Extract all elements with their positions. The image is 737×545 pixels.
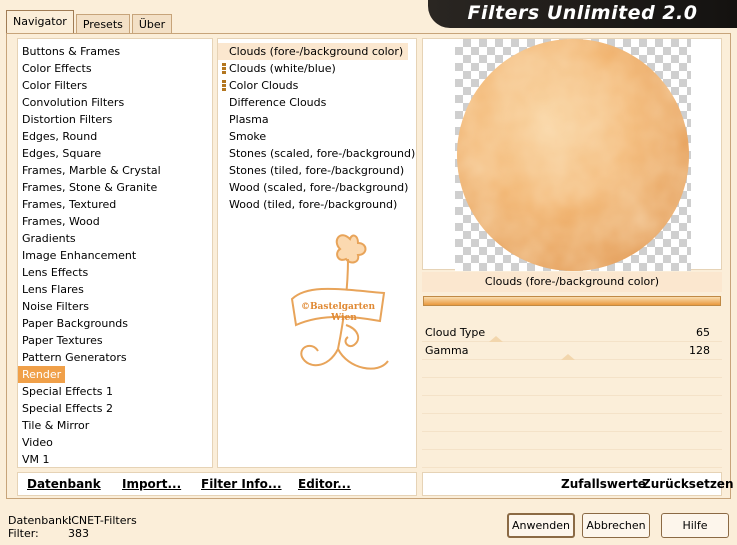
param-value-gamma: 128 bbox=[689, 344, 710, 357]
app-title-banner bbox=[428, 0, 737, 28]
parameter-toolbar bbox=[422, 472, 734, 496]
param-row-empty bbox=[422, 450, 722, 468]
app-title: Filters Unlimited 2.0 bbox=[467, 2, 698, 24]
filter-item[interactable] bbox=[218, 111, 416, 128]
category-item[interactable]: Convolution Filters bbox=[22, 96, 125, 109]
category-item[interactable]: Special Effects 1 bbox=[22, 385, 114, 398]
preview-transparency-grid bbox=[455, 39, 691, 271]
filter-item[interactable] bbox=[218, 43, 408, 60]
category-item[interactable]: Render bbox=[18, 366, 65, 383]
param-label-gamma: Gamma bbox=[425, 344, 469, 357]
param-value-cloud-type: 65 bbox=[696, 326, 710, 339]
param-row-cloud-type[interactable] bbox=[422, 324, 722, 342]
category-item[interactable]: Lens Effects bbox=[22, 266, 89, 279]
filter-item-label: Wood (scaled, fore-/background) bbox=[229, 181, 409, 194]
category-item[interactable]: Special Effects 2 bbox=[22, 402, 114, 415]
category-item[interactable]: Color Effects bbox=[22, 62, 92, 75]
filter-count-value: 383 bbox=[68, 527, 89, 540]
parameter-panel bbox=[422, 324, 722, 469]
category-item[interactable]: Paper Textures bbox=[22, 334, 103, 347]
tab-bar bbox=[6, 10, 174, 34]
editor-button[interactable]: Editor... bbox=[298, 477, 351, 491]
category-item[interactable]: Distortion Filters bbox=[22, 113, 113, 126]
database-label: Datenbank: bbox=[8, 514, 73, 527]
category-item[interactable]: VM 1 bbox=[22, 453, 50, 466]
category-item[interactable]: Tile & Mirror bbox=[22, 419, 90, 432]
filter-item-label: Stones (tiled, fore-/background) bbox=[229, 164, 405, 177]
reset-button[interactable]: Zurücksetzen bbox=[642, 477, 734, 491]
category-item[interactable]: Color Filters bbox=[22, 79, 88, 92]
navigator-toolbar bbox=[17, 472, 417, 496]
category-item[interactable]: Pattern Generators bbox=[22, 351, 127, 364]
category-item[interactable]: Frames, Marble & Crystal bbox=[22, 164, 161, 177]
watermark-text-line2: Wien bbox=[331, 313, 357, 323]
filter-info-button[interactable]: Filter Info... bbox=[201, 477, 282, 491]
category-item[interactable]: Noise Filters bbox=[22, 300, 89, 313]
random-values-button[interactable]: Zufallswerte bbox=[561, 477, 646, 491]
favorite-marker-icon bbox=[222, 63, 226, 74]
param-row-empty bbox=[422, 432, 722, 450]
category-item[interactable]: Gradients bbox=[22, 232, 76, 245]
filter-item-label: Clouds (fore-/background color) bbox=[229, 45, 404, 58]
param-row-empty bbox=[422, 396, 722, 414]
filter-item-label: Wood (tiled, fore-/background) bbox=[229, 198, 398, 211]
database-value: ICNET-Filters bbox=[68, 514, 137, 527]
category-item[interactable]: Frames, Textured bbox=[22, 198, 117, 211]
category-item[interactable]: Lens Flares bbox=[22, 283, 84, 296]
progress-bar-fill bbox=[424, 297, 720, 305]
preview-panel bbox=[422, 38, 722, 270]
apply-button[interactable]: Anwenden bbox=[507, 513, 575, 538]
selected-filter-name: Clouds (fore-/background color) bbox=[422, 272, 722, 292]
category-item[interactable]: Edges, Square bbox=[22, 147, 102, 160]
category-item[interactable]: Frames, Wood bbox=[22, 215, 100, 228]
status-info bbox=[8, 514, 137, 540]
param-row-empty bbox=[422, 414, 722, 432]
param-row-empty bbox=[422, 378, 722, 396]
datenbank-button[interactable]: Datenbank bbox=[27, 477, 101, 491]
filter-item[interactable] bbox=[218, 179, 416, 196]
filter-item-label: Color Clouds bbox=[229, 79, 299, 92]
tab-navigator[interactable]: Navigator bbox=[6, 10, 74, 34]
filter-item[interactable] bbox=[218, 196, 416, 213]
filter-item-label: Smoke bbox=[229, 130, 267, 143]
filter-item[interactable] bbox=[218, 94, 416, 111]
filter-item[interactable] bbox=[218, 77, 416, 94]
filter-item[interactable] bbox=[218, 60, 416, 77]
filter-list[interactable] bbox=[217, 38, 417, 468]
help-button[interactable]: Hilfe bbox=[661, 513, 729, 538]
import-button[interactable]: Import... bbox=[122, 477, 182, 491]
filter-item[interactable] bbox=[218, 145, 416, 162]
filter-item-label: Difference Clouds bbox=[229, 96, 327, 109]
filter-count-label: Filter: bbox=[8, 527, 39, 540]
watermark-logo bbox=[288, 229, 398, 379]
progress-bar bbox=[423, 296, 721, 306]
filter-item-label: Stones (scaled, fore-/background) bbox=[229, 147, 416, 160]
cancel-button[interactable]: Abbrechen bbox=[582, 513, 650, 538]
tab-ueber[interactable]: Über bbox=[132, 14, 172, 34]
param-row-gamma[interactable] bbox=[422, 342, 722, 360]
favorite-marker-icon bbox=[222, 80, 226, 91]
category-item[interactable]: Image Enhancement bbox=[22, 249, 137, 262]
category-item[interactable]: Edges, Round bbox=[22, 130, 98, 143]
category-list[interactable] bbox=[17, 38, 213, 468]
param-label-cloud-type: Cloud Type bbox=[425, 326, 486, 339]
filter-item-label: Plasma bbox=[229, 113, 269, 126]
category-item[interactable]: Frames, Stone & Granite bbox=[22, 181, 158, 194]
filter-item[interactable] bbox=[218, 128, 416, 145]
category-item[interactable]: Paper Backgrounds bbox=[22, 317, 129, 330]
cloud-preview-image bbox=[455, 39, 691, 271]
param-row-empty bbox=[422, 360, 722, 378]
tab-presets[interactable]: Presets bbox=[76, 14, 130, 34]
watermark-text-line1: ©Bastelgarten bbox=[300, 302, 376, 312]
filter-item[interactable] bbox=[218, 162, 416, 179]
category-item[interactable]: Buttons & Frames bbox=[22, 45, 121, 58]
navigator-frame bbox=[6, 33, 734, 499]
category-item[interactable]: Video bbox=[22, 436, 53, 449]
filter-item-label: Clouds (white/blue) bbox=[229, 62, 336, 75]
